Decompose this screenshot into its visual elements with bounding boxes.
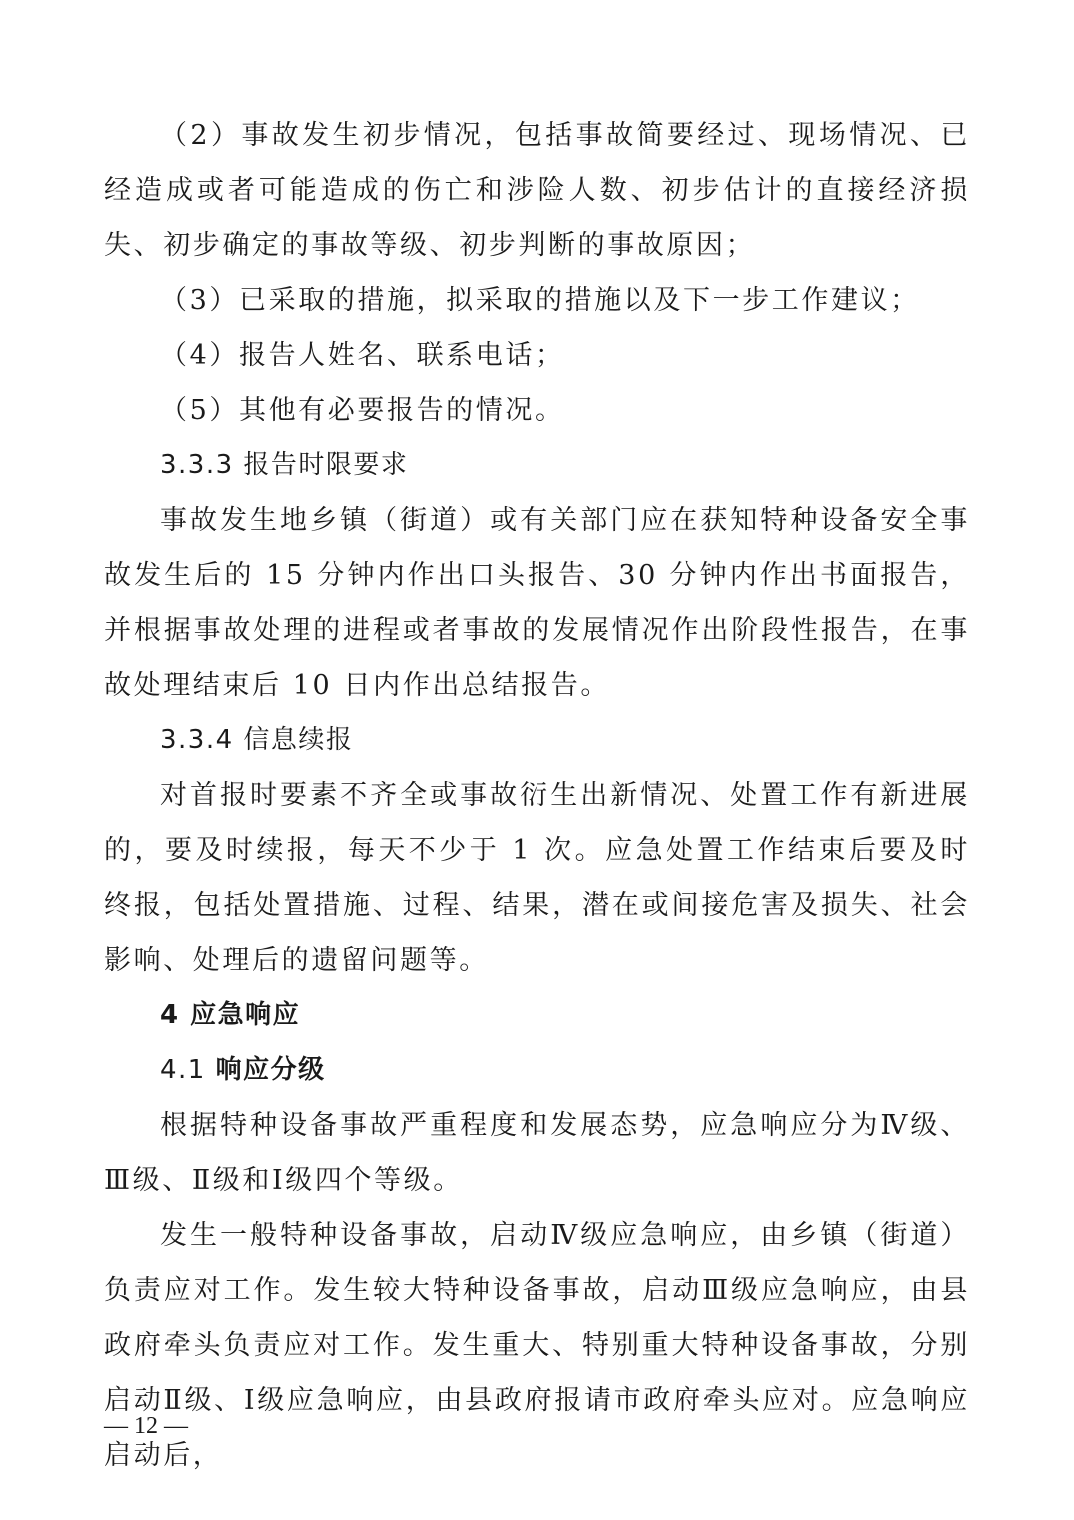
chapter-heading-4 [104,988,970,1043]
paragraph-item-4: （4）报告人姓名、联系电话； [160,340,565,371]
section-title: 响应分级 [215,1055,326,1085]
page-number: — 12 — [104,1413,188,1439]
section-title: 报告时限要求 [243,450,409,480]
section-heading-3-3-4 [104,713,970,768]
paragraph-item-3: （3）已采取的措施，拟采取的措施以及下一步工作建议； [160,285,920,316]
paragraph-item-5: （5）其他有必要报告的情况。 [160,395,565,426]
paragraph-item-2: （2）事故发生初步情况，包括事故简要经过、现场情况、已经造成或者可能造成的伤亡和涉险人数、初步估计的直接经济损失、初步确定的事故等级、初步判断的事故原因； [104,120,970,261]
section-heading-4-1 [104,1043,970,1098]
section-heading-3-3-3 [104,438,970,493]
paragraph-response-activation: 发生一般特种设备事故，启动Ⅳ级应急响应，由乡镇（街道）负责应对工作。发生较大特种设备事故，启动Ⅲ级应急响应，由县政府牵头负责应对工作。发生重大、特别重大特种设备事故，分别启动Ⅱ级、Ⅰ级应急响应，由县政府报请市政府牵头应对。应急响应启动后， [104,1220,970,1471]
chapter-number: 4 [160,1000,180,1030]
section-number: 3.3.4 [160,725,234,755]
section-number: 3.3.3 [160,450,234,480]
paragraph-follow-up-report: 对首报时要素不齐全或事故衍生出新情况、处置工作有新进展的，要及时续报，每天不少于 1 次。应急处置工作结束后要及时终报，包括处置措施、过程、结果，潜在或间接危害及损失、社会影响、处理后的遗留问题等。 [104,780,970,976]
paragraph-response-levels: 根据特种设备事故严重程度和发展态势，应急响应分为Ⅳ级、Ⅲ级、Ⅱ级和Ⅰ级四个等级。 [104,1110,970,1196]
paragraph-report-time-limit: 事故发生地乡镇（街道）或有关部门应在获知特种设备安全事故发生后的 15 分钟内作出口头报告、30 分钟内作出书面报告，并根据事故处理的进程或者事故的发展情况作出阶段性报告，在事故处理结束后 10 日内作出总结报告。 [104,505,970,701]
chapter-title: 应急响应 [190,1000,301,1030]
section-number: 4.1 [160,1055,206,1085]
document-body [104,108,970,1483]
section-title: 信息续报 [243,725,354,755]
